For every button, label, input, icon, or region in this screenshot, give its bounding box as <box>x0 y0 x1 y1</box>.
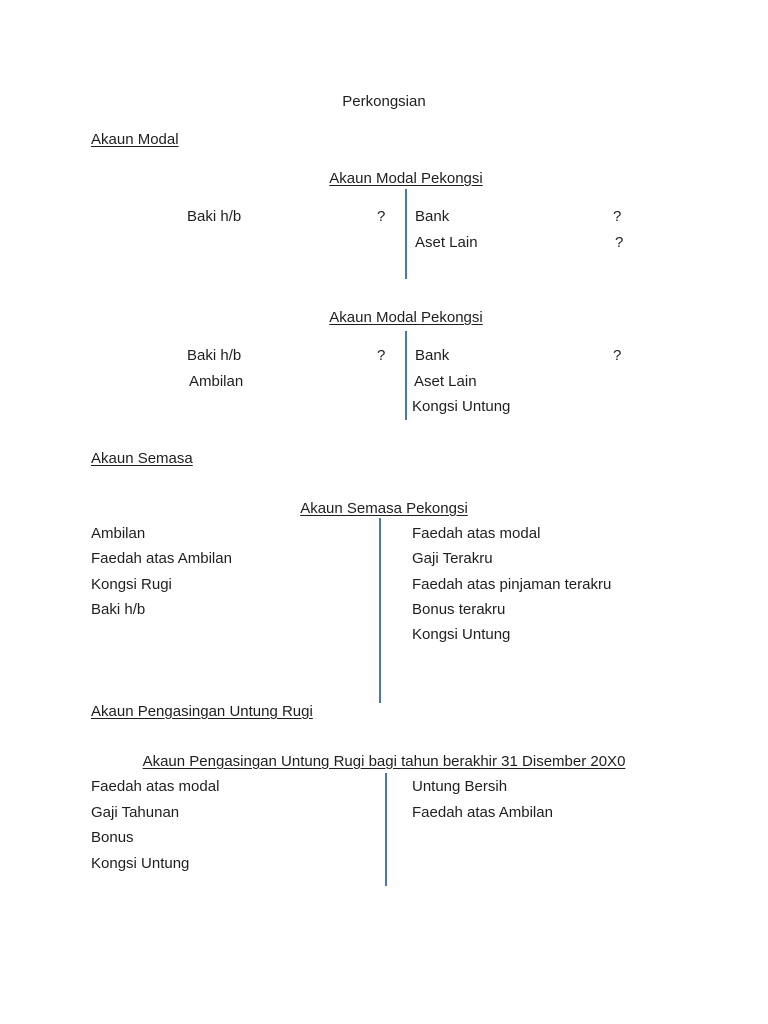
ledger-left-label: Kongsi Untung <box>91 855 190 872</box>
ledger-divider-pengasingan <box>385 773 387 886</box>
ledger-right-label: Aset Lain <box>414 373 477 390</box>
ledger-divider-modal-fixed <box>405 189 407 279</box>
ledger-left-label: Bonus <box>91 829 134 846</box>
ledger-left-value: ? <box>377 347 386 364</box>
section-heading-modal: Akaun Modal <box>91 131 179 148</box>
ledger-title-semasa: Akaun Semasa Pekongsi <box>300 500 468 517</box>
section-heading-pengasingan: Akaun Pengasingan Untung Rugi <box>91 703 313 720</box>
ledger-left-label: Baki h/b <box>187 208 242 225</box>
ledger-right-label: Bonus terakru <box>412 601 506 618</box>
ledger-right-value: ? <box>615 234 624 251</box>
ledger-right-label: Bank <box>415 347 450 364</box>
ledger-left-label: Gaji Tahunan <box>91 804 180 821</box>
ledger-left-label: Ambilan <box>189 373 244 390</box>
ledger-right-label: Faedah atas modal <box>412 525 541 542</box>
ledger-left-label: Baki h/b <box>91 601 146 618</box>
ledger-left-label: Baki h/b <box>187 347 242 364</box>
ledger-right-label: Untung Bersih <box>412 778 508 795</box>
ledger-divider-modal-fluctuating <box>405 331 407 420</box>
ledger-right-label: Faedah atas Ambilan <box>412 804 553 821</box>
ledger-right-value: ? <box>613 347 622 364</box>
ledger-left-label: Kongsi Rugi <box>91 576 172 593</box>
ledger-title-modal-fluctuating: Akaun Modal Pekongsi <box>329 309 483 326</box>
ledger-divider-semasa <box>379 518 381 703</box>
ledger-left-label: Ambilan <box>91 525 146 542</box>
ledger-left-label: Faedah atas Ambilan <box>91 550 232 567</box>
section-heading-semasa: Akaun Semasa <box>91 450 193 467</box>
ledger-right-label: Kongsi Untung <box>412 626 511 643</box>
ledger-title-pengasingan: Akaun Pengasingan Untung Rugi bagi tahun berakhir 31 Disember 20X0 <box>142 753 626 770</box>
document-title: Perkongsian <box>342 93 426 110</box>
ledger-right-value: ? <box>613 208 622 225</box>
ledger-title-modal-fixed: Akaun Modal Pekongsi <box>329 170 483 187</box>
ledger-right-label: Gaji Terakru <box>412 550 493 567</box>
ledger-left-label: Faedah atas modal <box>91 778 220 795</box>
ledger-right-label: Aset Lain <box>415 234 478 251</box>
ledger-right-label: Kongsi Untung <box>412 398 511 415</box>
ledger-left-value: ? <box>377 208 386 225</box>
ledger-right-label: Bank <box>415 208 450 225</box>
ledger-right-label: Faedah atas pinjaman terakru <box>412 576 612 593</box>
